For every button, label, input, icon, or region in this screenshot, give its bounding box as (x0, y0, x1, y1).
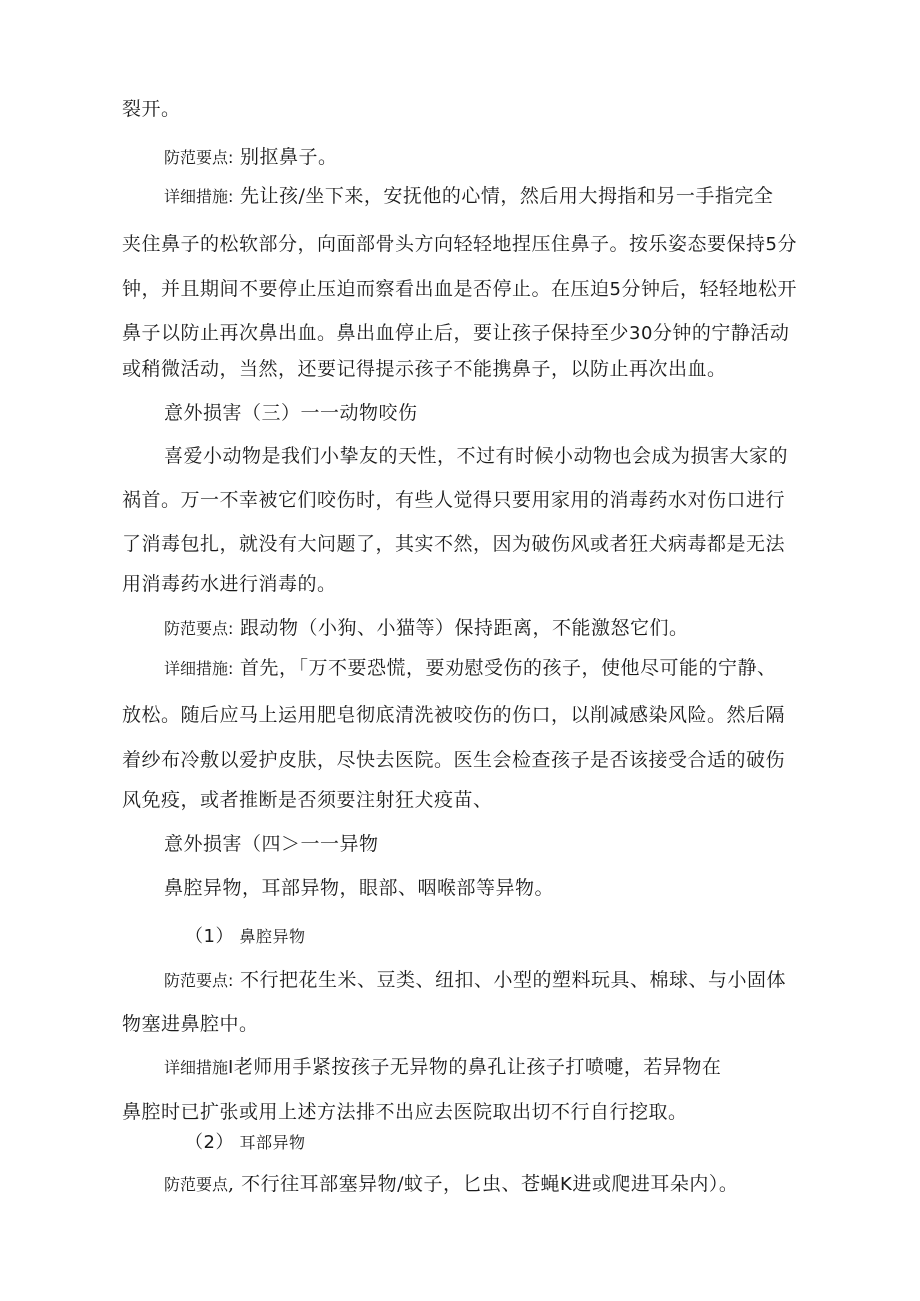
text-run: 鼻子以防止再次鼻出血。鼻出血停止后，要让孩子保持至少 (122, 322, 630, 344)
text-line (122, 357, 727, 381)
text-run: 耳部异物 (233, 1133, 306, 1152)
text-run: 放松。随后应马上运用肥皂彻底清洗被咬伤的伤口，以削减感染风险。然后隔 (122, 704, 786, 726)
text-run: 首先，「万不要恐慌，要劝慰受伤的孩子，使他尽可能的宁静、 (233, 657, 777, 679)
text-line (122, 748, 785, 772)
text-line (164, 876, 554, 900)
text-run: 别抠鼻子。 (233, 146, 338, 168)
field-label: 防范要点 (164, 1175, 229, 1194)
text-line (164, 1172, 738, 1197)
text-line (122, 232, 797, 257)
text-line (122, 532, 785, 556)
subsection-heading (185, 1130, 306, 1155)
text-run: 或稍微活动，当然，还要记得提示孩子不能携鼻子，以防止再次出血。 (122, 358, 727, 380)
text-run: I (228, 1057, 234, 1078)
text-run: 跟动物（小狗、小猫等）保持距离，不能激怒它们。 (233, 617, 689, 639)
subsection-heading (185, 924, 306, 949)
text-line (122, 488, 785, 512)
field-label: 详细措施: (164, 659, 234, 678)
text-line (122, 321, 789, 346)
text-run: 夹住鼻子的松软部分，向面部骨头方向轻轻地捏压住鼻子。按乐姿态要保持 (122, 233, 766, 255)
text-run: 鼻腔时已扩张或用上述方法排不出应去医院取出切不行自行挖取。 (122, 1101, 688, 1123)
text-run: （1） (185, 926, 234, 947)
text-run: 5 (609, 279, 622, 300)
text-line (164, 656, 776, 681)
text-run: 钟，并且期间不要停止压迫而察看出血是否停止。在压迫 (122, 278, 610, 300)
text-line (164, 444, 788, 468)
text-run: 用消毒药水进行消毒的。 (122, 573, 337, 595)
text-run: 喜爱小动物是我们小挚友的天性，不过有时候小动物也会成为损害大家的 (164, 445, 789, 467)
section-heading (164, 401, 418, 425)
text-run: 分 (777, 233, 797, 255)
text-run: 鼻腔异物，耳部异物，眼部、咽喉部等异物。 (164, 877, 555, 899)
text-line (164, 184, 773, 209)
field-label: 详细措施 (164, 1058, 229, 1077)
text-line (164, 616, 688, 641)
text-run: 老师用手紧按孩子无异物的鼻孔让孩子打喷嚏，若异物在 (233, 1056, 722, 1078)
text-run: 了消毒包扎，就没有大问题了，其实不然，因为破伤风或者狂犬病毒都是无法 (122, 533, 786, 555)
text-run: 30 (629, 323, 653, 344)
text-run: 分钟的宁静活动 (652, 322, 790, 344)
text-run: 进或爬进耳朵内）。 (572, 1173, 739, 1195)
text-run: 分钟后，轻轻地松开 (621, 278, 797, 300)
text-run: 鼻腔异物 (233, 927, 306, 946)
section-heading (164, 832, 379, 856)
text-run: 风免疫，或者推断是否须要注射狂犬疫苗、 (122, 789, 493, 811)
text-run: 不行把花生米、豆类、纽扣、小型的塑料玩具、棉球、与小固体 (233, 969, 786, 991)
field-label: 防范要点: (164, 971, 234, 990)
text-line (164, 145, 337, 170)
text-line (122, 703, 785, 727)
text-line (122, 277, 797, 302)
field-label: 防范要点: (164, 148, 234, 167)
text-run: （2） (185, 1132, 234, 1153)
text-line (122, 97, 181, 121)
text-run: K (560, 1174, 573, 1195)
text-run: 意外损害（四＞一一异物 (164, 833, 379, 855)
text-run: 意外损害（三）一一动物咬伤 (164, 402, 418, 424)
field-label: 详细措施: (164, 187, 234, 206)
text-line (122, 572, 337, 596)
field-label: 防范要点: (164, 619, 234, 638)
text-line (122, 1012, 259, 1036)
text-run: 裂开。 (122, 98, 181, 120)
text-run: 祸首。万一不幸被它们咬伤时，有些人觉得只要用家用的消毒药水对伤口进行 (122, 489, 786, 511)
text-run: 先让孩/坐下来，安抚他的心情，然后用大拇指和另一手指完全 (233, 185, 774, 207)
text-line (122, 1100, 688, 1124)
text-line (122, 788, 493, 812)
text-run: , 不行往耳部塞异物/蚊子，匕虫、苍蝇 (228, 1173, 560, 1195)
text-run: 物塞进鼻腔中。 (122, 1013, 259, 1035)
text-run: 着纱布冷敷以爱护皮肤，尽快去医院。医生会检查孩子是否该接受合适的破伤 (122, 749, 786, 771)
text-line (164, 1055, 721, 1080)
text-run: 5 (765, 234, 778, 255)
text-line (164, 968, 786, 993)
